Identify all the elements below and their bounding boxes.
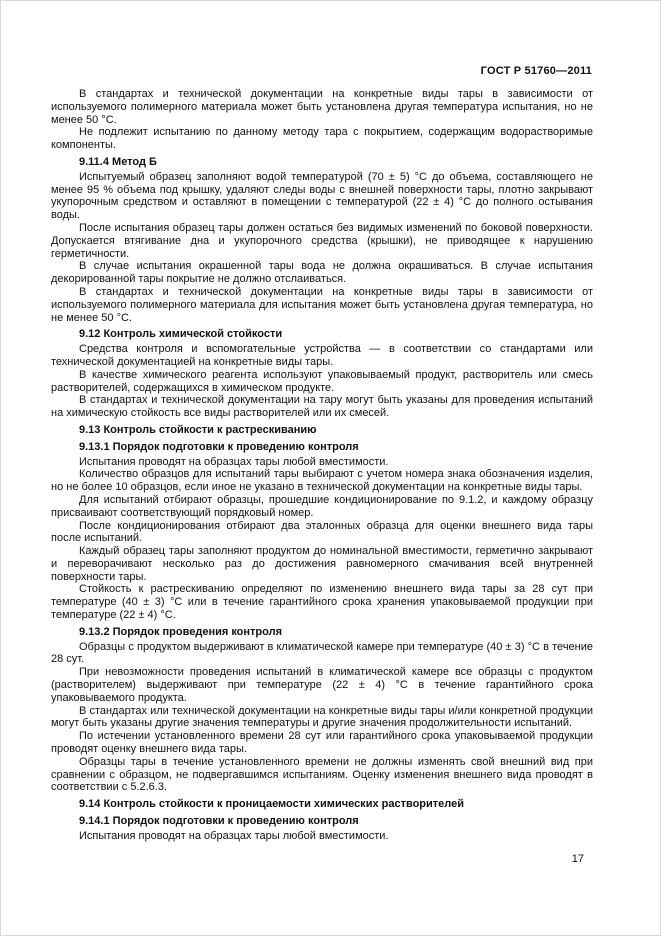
section-heading: 9.11.4 Метод Б: [79, 155, 157, 168]
paragraph: Испытания проводят на образцах тары любой вместимости.: [79, 455, 389, 468]
section-heading: 9.13.1 Порядок подготовки к проведению контроля: [79, 440, 359, 453]
paragraph: После испытания образец тары должен остаться без видимых изменений по боковой поверхности. Допускается втягивание дна и укупорочного средства (крышки), не приводящее к нарушению герметичности.: [51, 221, 593, 260]
paragraph: В качестве химического реагента используют упаковываемый продукт, растворитель или смесь растворителей, содержащихся в химическом продукте.: [51, 368, 593, 394]
paragraph: В стандартах и технической документации на конкретные виды тары в зависимости от используемого полимерного материала может быть установлена другая температура испытания, но не менее 50 °С.: [51, 88, 593, 126]
paragraph: В стандартах или технической документации на конкретные виды тары и/или конкретной продукции могут быть указаны другие значения температуры и другие значения продолжительности испытаний.: [51, 704, 593, 730]
section-heading: 9.13.2 Порядок проведения контроля: [79, 625, 283, 638]
section-heading: 9.14.1 Порядок подготовки к проведению контроля: [79, 815, 359, 828]
paragraph: Образцы с продуктом выдерживают в климатической камере при температуре (40 ± 3) °С в течение 28 сут.: [51, 640, 593, 666]
paragraph: Для испытаний отбирают образцы, прошедшие кондиционирование по 9.1.2, и каждому образцу присваивают соответствующий порядковый номер.: [51, 493, 593, 519]
paragraph: В стандартах и технической документации на тару могут быть указаны для проведения испытаний на химическую стойкость все виды растворителей или их смесей.: [51, 394, 593, 420]
paragraph: Средства контроля и вспомогательные устройства — в соответствии со стандартами или технической документацией на конкретные виды тары.: [51, 343, 593, 368]
paragraph: Образцы тары в течение установленного времени не должны изменять свой внешний вид при сравнении с образцом, не подвергавшимся испытаниям. Оценку изменения внешнего вида проводят в соответствии с 5.2.6.3.: [51, 755, 593, 794]
paragraph: Испытания проводят на образцах тары любой вместимости.: [79, 829, 389, 842]
paragraph: Количество образцов для испытаний тары выбирают с учетом номера знака обозначения изделия, но не более 10 образцов, если иное не указано в технической документации на конкретные виды тары.: [51, 468, 593, 494]
paragraph: В случае испытания окрашенной тары вода не должна окрашиваться. В случае испытания декорированной тары покрытие не должно отслаиваться.: [51, 260, 593, 286]
section-heading: 9.13 Контроль стойкости к растрескиванию: [79, 423, 317, 436]
paragraph: Каждый образец тары заполняют продуктом до номинальной вместимости, герметично закрывают и переворачивают несколько раз до достижения равномерного смачивания всей внутренней поверхности тары.: [51, 545, 593, 583]
paragraph: Не подлежит испытанию по данному методу тара с покрытием, содержащим водорастворимые компоненты.: [51, 126, 593, 152]
paragraph: По истечении установленного времени 28 сут или гарантийного срока упаковываемой продукции проводят оценку внешнего вида тары.: [51, 730, 593, 756]
page-number: 17: [571, 853, 584, 865]
section-heading: 9.12 Контроль химической стойкости: [79, 328, 283, 341]
paragraph: При невозможности проведения испытаний в климатической камере все образцы с продуктом (растворителем) выдерживают при температуре (22 ± 4) °С в течение гарантийного срока упаковываемого продукта.: [51, 666, 593, 704]
section-heading: 9.14 Контроль стойкости к проницаемости химических растворителей: [79, 798, 465, 811]
standard-number-header: ГОСТ Р 51760—2011: [480, 65, 592, 77]
paragraph: В стандартах и технической документации на конкретные виды тары в зависимости от используемого полимерного материала для испытания может быть установлена другая температура, но не менее 50 °С.: [51, 285, 593, 324]
paragraph: После кондиционирования отбирают два эталонных образца для оценки внешнего вида тары после испытаний.: [51, 519, 593, 545]
paragraph: Стойкость к растрескиванию определяют по изменению внешнего вида тары за 28 сут при температуре (40 ± 3) °С или в течение гарантийного срока хранения упаковываемой продукции при температуре (22 ± 4) °С.: [51, 583, 593, 622]
document-content: [51, 88, 593, 843]
paragraph: Испытуемый образец заполняют водой температурой (70 ± 5) °С до объема, составляющего не менее 95 % объема под крышку, удаляют следы воды с внешней поверхности тары, плотно закрывают укупорочным средством и оставляют в помещении с температурой (22 ± 4) °С до полного остывания воды.: [51, 170, 593, 222]
